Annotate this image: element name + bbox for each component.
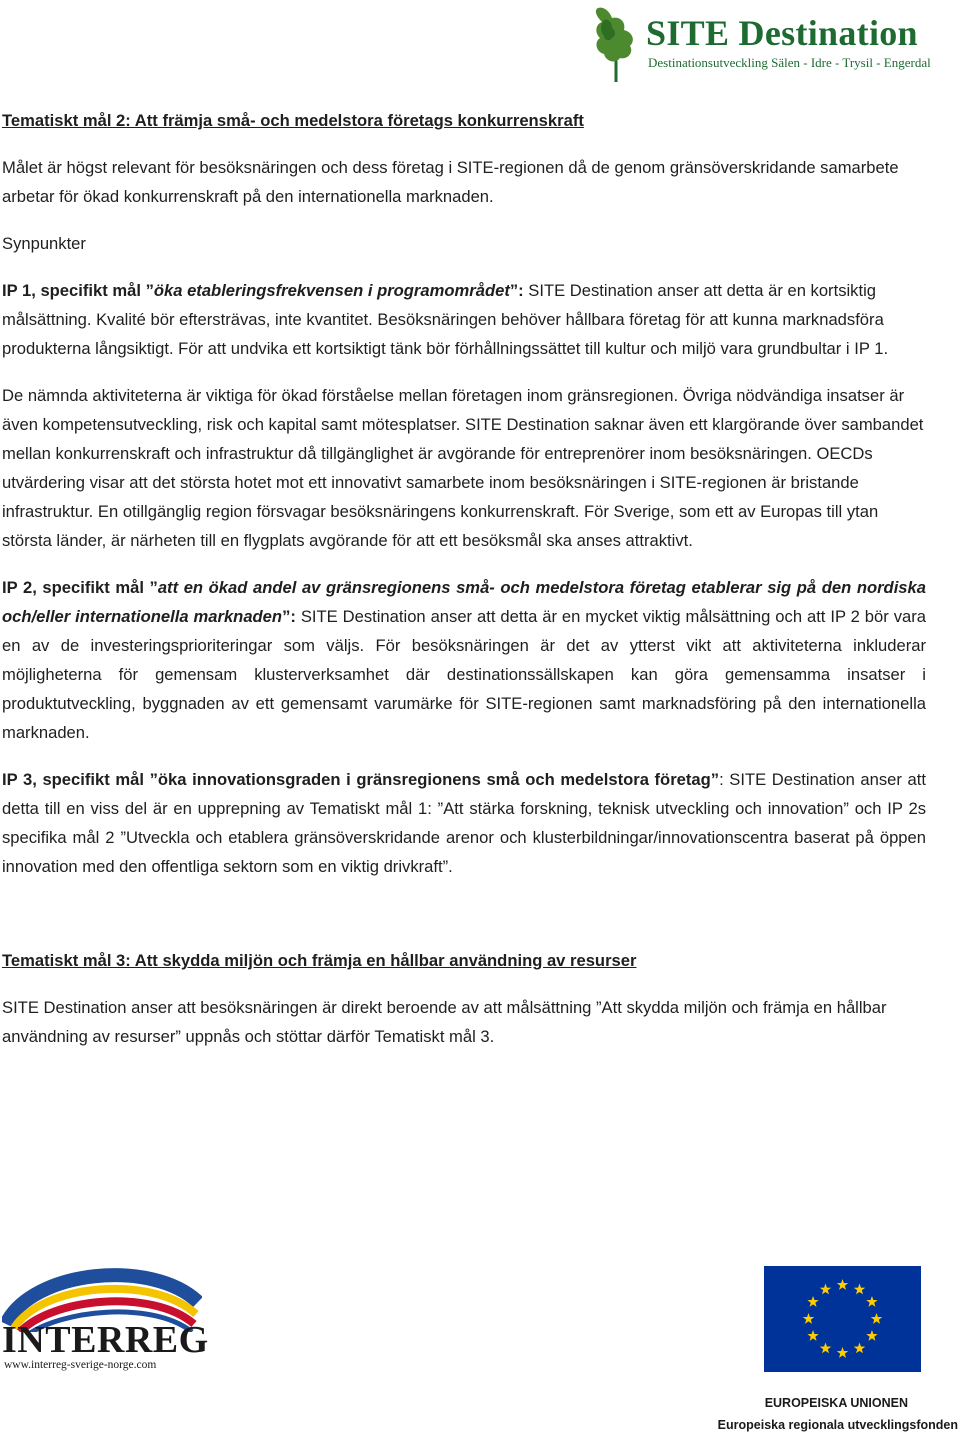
ip1-goal: öka etableringsfrekvensen i programområdet (153, 281, 510, 300)
section2-intro: Målet är högst relevant för besöksnäringen och dess företag i SITE-regionen då de genom gränsöverskridande samarbete arbetar för ökad konkurrenskraft på den internationella marknaden. (2, 158, 899, 206)
tree-icon (590, 2, 642, 84)
ip2-text: SITE Destination anser att detta är en mycket viktig målsättning och att IP 2 bör vara en av de investeringsprioriteringar som väljs. För besöksnäringen är det av ytterst vikt att aktiviteterna inkluderar möjligheterna för gemensam klusterverksamhet där destinationssällskapen kan göra gemensamma insatser i produktutveckling, byggnaden av ett gemensamt varumärke för SITE-regionen samt marknadsföring på den internationella marknaden. (2, 607, 927, 742)
eu-star (854, 1342, 865, 1353)
document-body (2, 106, 926, 1051)
eu-star (837, 1279, 848, 1290)
eu-star (871, 1313, 882, 1324)
section3-heading: Tematiskt mål 3: Att skydda miljön och främja en hållbar användning av resurser (2, 951, 637, 970)
ip1-paragraph (2, 276, 926, 363)
interreg-logo (2, 1262, 209, 1382)
eu-star (820, 1284, 831, 1295)
ip3-paragraph (2, 765, 926, 881)
eu-star (803, 1313, 814, 1324)
eu-star (820, 1342, 831, 1353)
ip1-lead-end: ”: (509, 281, 524, 300)
section3-text: SITE Destination anser att besöksnäringen är direkt beroende av att målsättning ”Att skydda miljön och främja en hållbar användning av resurser” uppnås och stöttar därför Tematiskt mål 3. (2, 998, 887, 1046)
synpunkter-label: Synpunkter (2, 234, 86, 253)
eu-star (807, 1330, 818, 1341)
interreg-url: www.interreg-sverige-norge.com (4, 1359, 157, 1371)
section2-paragraph2: De nämnda aktiviteterna är viktiga för ökad förståelse mellan företagen inom gränsregionen. Övriga nödvändiga insatser är även kompetensutveckling, risk och kapital samt mötesplatser. SITE Destination saknar även ett klargörande över sambandet mellan konkurrenskraft och infrastruktur då tillgänglighet är avgörande för entreprenörer inom besöksnäringen. OECDs utvärdering visar att det största hotet mot ett innovativt samarbete inom besöksnäringen i SITE-regionen är bristande infrastruktur. En otillgänglig region försvagar besöksnäringens konkurrenskraft. För Sverige, som ett av Europas till ytan största länder, är närheten till en flygplats avgörande för att ett besöksmål ska anses attraktivt. (2, 386, 924, 550)
eu-name: EUROPEISKA UNIONEN (764, 1396, 908, 1410)
ip2-goal: att en ökad andel av gränsregionens små- och medelstora företag etablerar sig på den nordiska och/eller internationella marknaden (2, 578, 926, 626)
eu-star (854, 1284, 865, 1295)
eu-fund-name: Europeiska regionala utvecklingsfonden (717, 1418, 958, 1432)
section2-heading: Tematiskt mål 2: Att främja små- och medelstora företags konkurrenskraft (2, 111, 584, 130)
ip2-lead-end: ”: (282, 607, 296, 626)
eu-stars-icon (764, 1266, 921, 1372)
ip3-text: : SITE Destination anser att detta till en viss del är en upprepning av Tematiskt mål 1: ”Att stärka forskning, teknisk utveckling och innovation” och IP 2s specifika mål 2 ”Utveckla och etablera gränsöverskridande arenor och klusterbildningar/innovationscentra baserat på öppen innovation med den offentliga sektorn som en viktig drivkraft”. (2, 770, 926, 876)
eu-star (837, 1347, 848, 1358)
brand-tagline: Destinationsutveckling Sälen - Idre - Trysil - Engerdal (648, 55, 931, 70)
interreg-wordmark: INTERREG (2, 1319, 209, 1361)
eu-flag (764, 1266, 921, 1372)
eu-star (807, 1296, 818, 1307)
ip1-lead: IP 1, specifikt mål ” (2, 281, 154, 300)
ip3-lead: IP 3, specifikt mål ”öka innovationsgraden i gränsregionens små och medelstora företag” (2, 770, 720, 789)
ip1-text: SITE Destination anser att detta är en kortsiktig målsättning. Kvalité bör eftersträvas, inte kvantitet. Besöksnäringen behöver hållbara företag för att kunna marknadsföra produkterna långsiktigt. För att undvika ett kortsiktigt tänk bör förhållningssättet till kultur och miljö vara grundbultar i IP 1. (2, 281, 889, 358)
eu-star (866, 1330, 877, 1341)
ip2-lead: IP 2, specifikt mål ” (2, 578, 158, 597)
site-destination-logo (590, 0, 935, 84)
brand-name: SITE Destination (646, 13, 918, 53)
ip2-paragraph (2, 573, 926, 747)
eu-star (866, 1296, 877, 1307)
